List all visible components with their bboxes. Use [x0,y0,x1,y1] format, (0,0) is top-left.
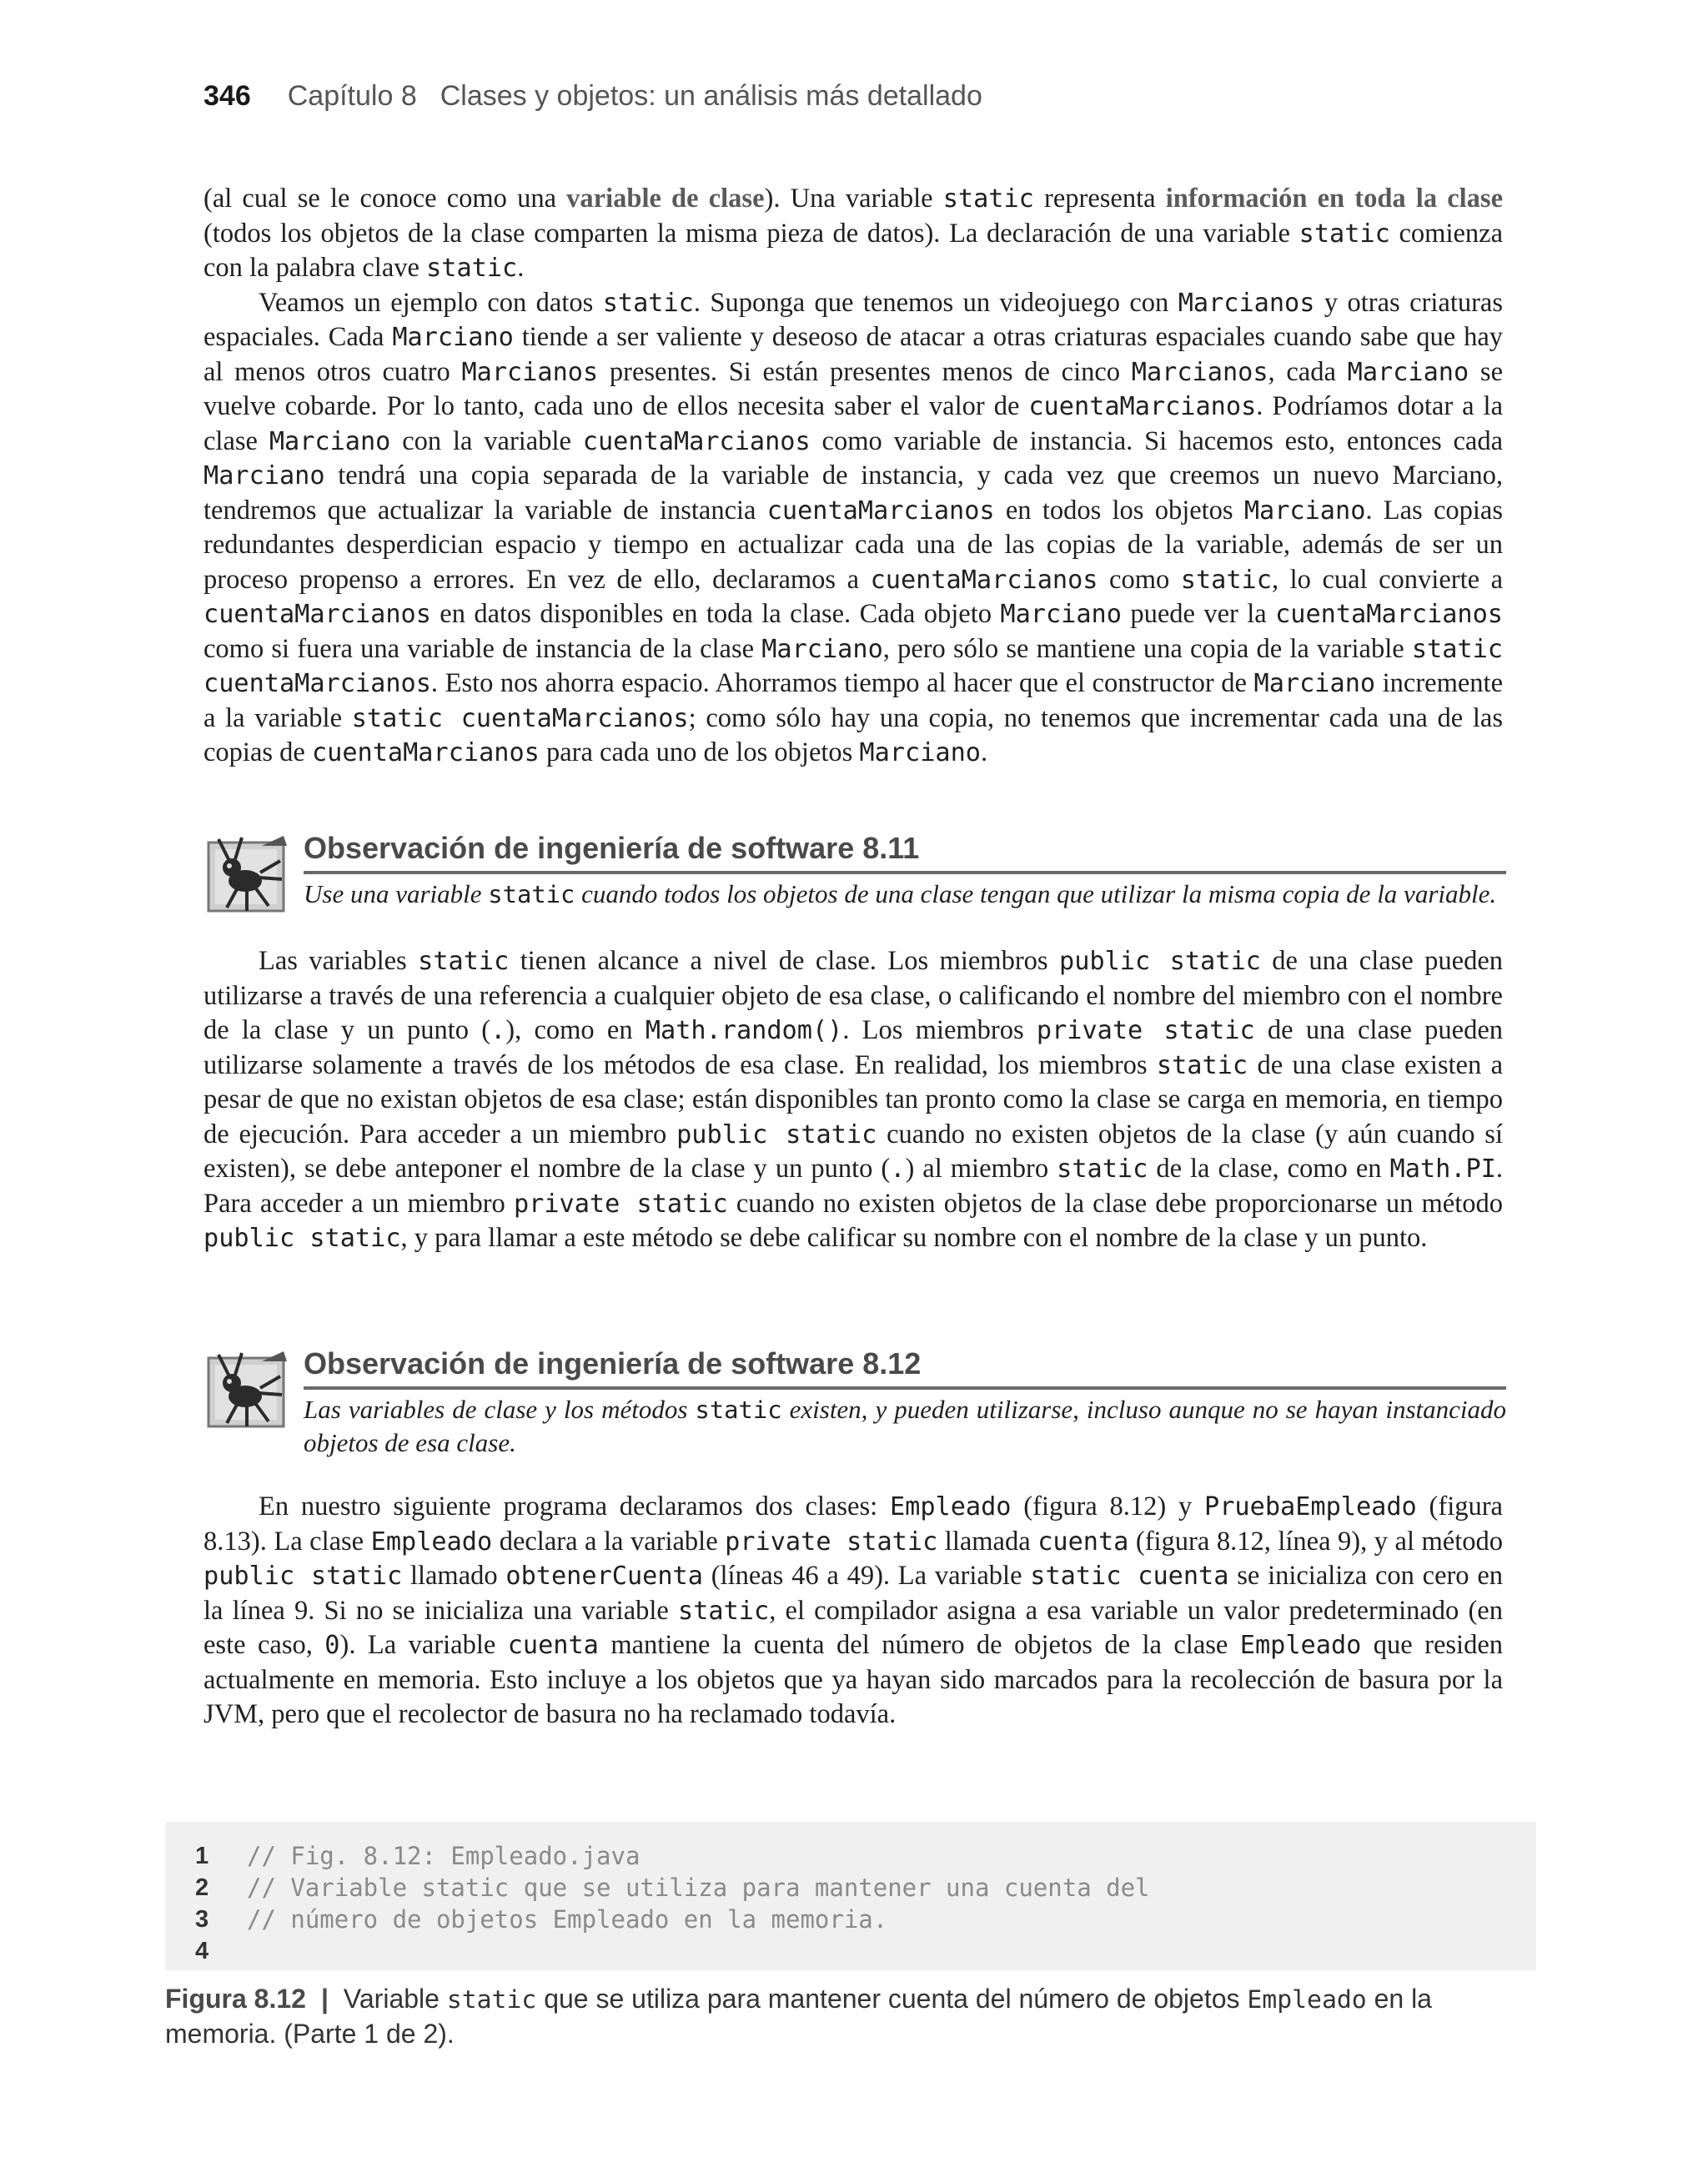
figure-caption: Figura 8.12 | Variable static que se utiliza para mantener cuenta del número de objetos Empleado en la memoria. (Parte 1 de 2). [165,1984,1432,2049]
ant-mascot-icon [203,831,290,916]
term-variable-de-clase: variable de clase [566,184,765,214]
observation-text: Las variables de clase y los métodos static existen, y pueden utilizarse, incluso aunque no se hayan instanciado objetos de esa clase. [304,1395,1507,1457]
body-text-middle [203,944,1503,1256]
code-line [165,1904,1536,1935]
chapter-title: Clases y objetos: un análisis más detallado [440,80,982,112]
observation-rule [304,871,1506,874]
observation-text: Use una variable static cuando todos los objetos de una clase tengan que utilizar la misma copia de la variable. [304,879,1497,908]
code-listing [165,1822,1536,1970]
observation-rule [304,1386,1506,1390]
paragraph-4: En nuestro siguiente programa declaramos dos clases: Empleado (figura 8.12) y PruebaEmpleado (figura 8.13). La clase Empleado declara a la variable private static llamada cuenta (figura 8.12, línea 9), y al método public static llamado obtenerCuenta (líneas 46 a 49). La variable static cuenta se inicializa con cero en la línea 9. Si no se inicializa una variable static, el compilador asigna a esa variable un valor predeterminado (en este caso, 0). La variable cuenta mantiene la cuenta del número de objetos de la clase Empleado que residen actualmente en memoria. Esto incluye a los objetos que ya hayan sido marcados para la recolección de basura por la JVM, pero que el recolector de basura no ha reclamado todavía. [203,1491,1504,1729]
running-header [203,80,982,113]
observation-title: Observación de ingeniería de software 8.12 [304,1346,922,1381]
caption-separator: | [320,1984,329,2014]
observation-title: Observación de ingeniería de software 8.11 [304,831,920,865]
line-number: 3 [195,1906,209,1933]
ant-mascot-icon [203,1346,290,1431]
body-text-top [203,182,1503,771]
paragraph-3: Las variables static tienen alcance a nivel de clase. Los miembros public static de una clase pueden utilizarse a través de una referencia a cualquier objeto de esa clase, o calificando el nombre del miembro con el nombre de la clase y un punto (.), como en Math.random(). Los miembros private static de una clase pueden utilizarse solamente a través de los métodos de esa clase. En realidad, los miembros static de una clase existen a pesar de que no existan objetos de esa clase; están disponibles tan pronto como la clase se carga en memoria, en tiempo de ejecución. Para acceder a un miembro public static cuando no existen objetos de la clase (y aún cuando sí existen), se debe anteponer el nombre de la clase y un punto (.) al miembro static de la clase, como en Math.PI. Para acceder a un miembro private static cuando no existen objetos de la clase debe proporcionarse un método public static, y para llamar a este método se debe calificar su nombre con el nombre de la clase y un punto. [203,946,1504,1253]
term-informacion-clase: información en toda la clase [1165,184,1504,214]
body-text-bottom [203,1490,1503,1733]
line-number: 2 [195,1874,209,1901]
chapter-label: Capítulo 8 [287,80,417,112]
paragraph-1: (al cual se le conoce como una variable de clase). Una variable static representa información en toda la clase (todos los objetos de la clase comparten la misma pieza de datos). La declaración de una variable static comienza con la palabra clave static. [203,184,1504,283]
code-line [165,1872,1536,1904]
code-text: // número de objetos Empleado en la memoria. [247,1905,888,1934]
software-observation-8-11 [203,831,1506,923]
figure-label: Figura 8.12 [165,1984,306,2014]
paragraph-2: Veamos un ejemplo con datos static. Suponga que tenemos un videojuego con Marcianos y otras criaturas espaciales. Cada Marciano tiende a ser valiente y deseoso de atacar a otras criaturas espaciales cuando sabe que hay al menos otros cuatro Marcianos presentes. Si están presentes menos de cinco Marcianos, cada Marciano se vuelve cobarde. Por lo tanto, cada uno de ellos necesita saber el valor de cuentaMarcianos. Podríamos dotar a la clase Marciano con la variable cuentaMarcianos como variable de instancia. Si hacemos esto, entonces cada Marciano tendrá una copia separada de la variable de instancia, y cada vez que creemos un nuevo Marciano, tendremos que actualizar la variable de instancia cuentaMarcianos en todos los objetos Marciano. Las copias redundantes desperdician espacio y tiempo en actualizar cada una de las copias de la variable, además de ser un proceso propenso a errores. En vez de ello, declaramos a cuentaMarcianos como static, lo cual convierte a cuentaMarcianos en datos disponibles en toda la clase. Cada objeto Marciano puede ver la cuentaMarcianos como si fuera una variable de instancia de la clase Marciano, pero sólo se mantiene una copia de la variable static cuentaMarcianos. Esto nos ahorra espacio. Ahorramos tiempo al hacer que el constructor de Marciano incremente a la variable static cuentaMarcianos; como sólo hay una copia, no tenemos que incrementar cada una de las copias de cuentaMarcianos para cada uno de los objetos Marciano. [203,287,1504,767]
page-number: 346 [203,80,251,112]
code-text: // Fig. 8.12: Empleado.java [247,1842,640,1870]
software-observation-8-12 [203,1346,1506,1471]
line-number: 4 [195,1938,209,1964]
code-text: // Variable static que se utiliza para mantener una cuenta del [247,1874,1150,1902]
code-line [165,1935,1536,1967]
line-number: 1 [195,1843,209,1869]
code-line [165,1840,1536,1872]
